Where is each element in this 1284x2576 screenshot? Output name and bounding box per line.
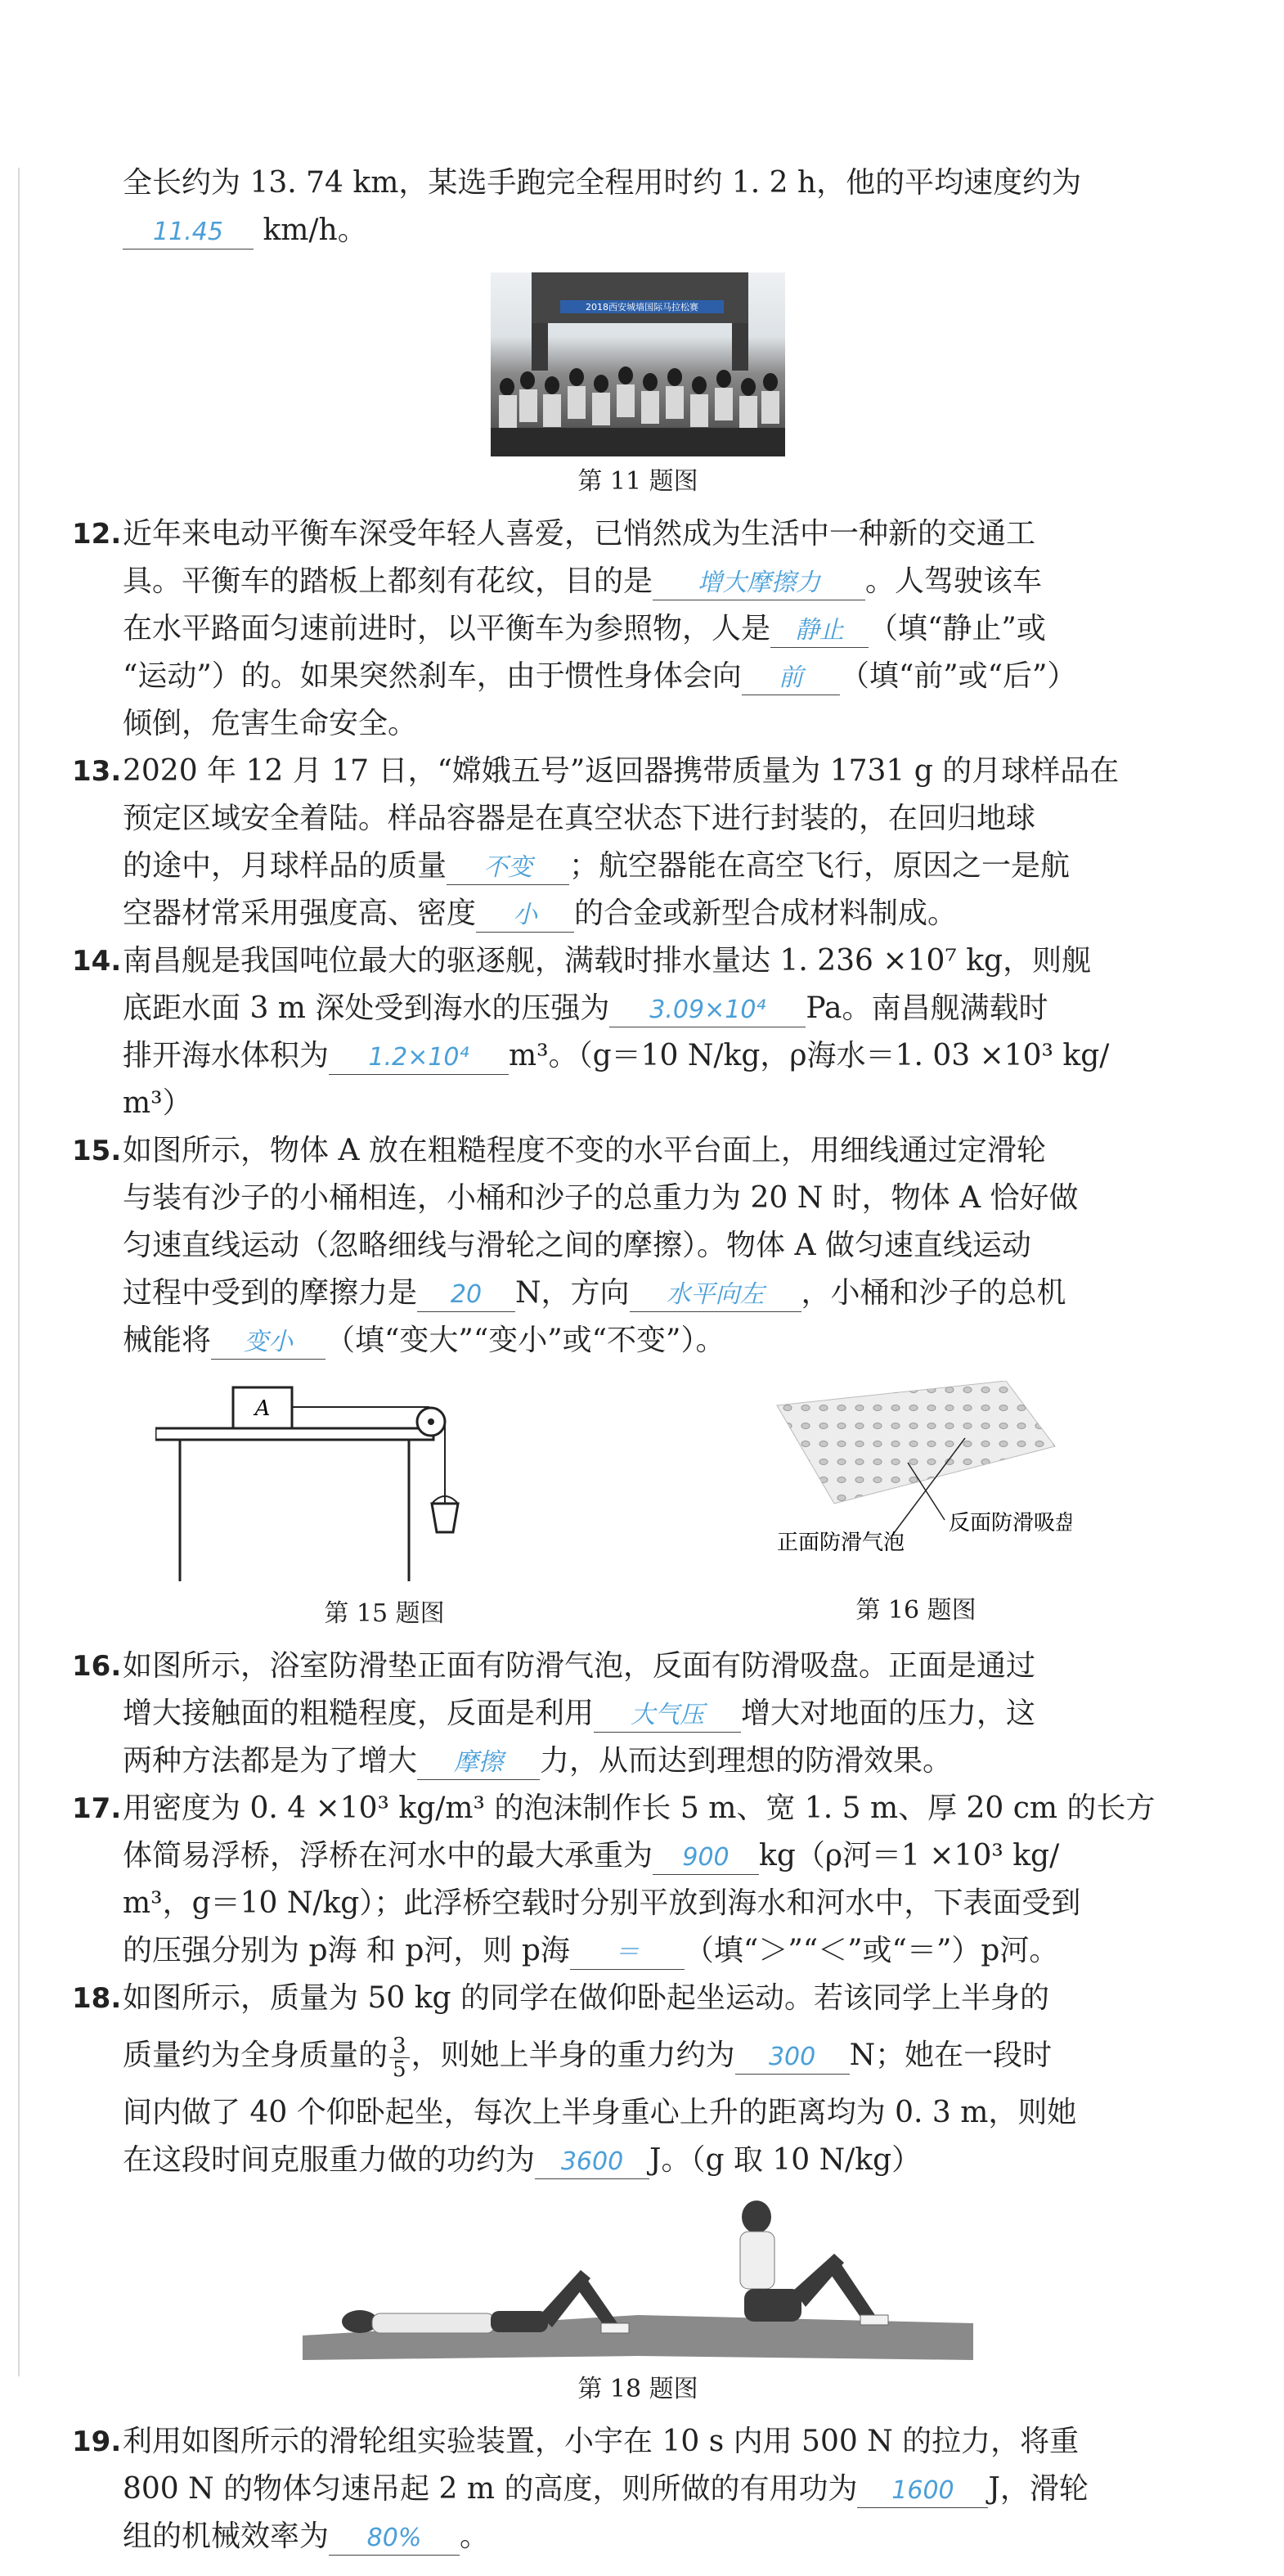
sand-bucket — [432, 1504, 458, 1532]
q14-answer-2: 1.2×10⁴ — [368, 1043, 469, 1072]
q12-text-4a: “运动”）的。如果突然刹车，由于惯性身体会向 — [123, 659, 742, 693]
q14-text-2b: Pa。南昌舰满载时 — [806, 991, 1048, 1025]
q12-line-5: 倾倒，危害生命安全。 — [123, 707, 418, 740]
question-17 — [72, 1785, 1156, 1975]
q12-line-4 — [123, 653, 1153, 700]
marathon-banner-text: 2018西安城墙国际马拉松赛 — [586, 302, 698, 312]
q16-text-3b: 力，从而达到理想的防滑效果。 — [540, 1744, 953, 1778]
q18-text-2b: ，则她上半身的重力约为 — [411, 2039, 735, 2072]
q15-line-3: 匀速直线运动（忽略细线与滑轮之间的摩擦）。物体 A 做匀速直线运动 — [123, 1229, 1031, 1262]
q11-unit: km/h。 — [263, 214, 367, 247]
marathon-photo — [491, 272, 785, 456]
q13-answer-2: 小 — [513, 901, 538, 929]
figures-15-16 — [123, 1381, 1153, 1643]
page-margin-line — [18, 168, 20, 2376]
q12-blank-1[interactable] — [653, 565, 865, 600]
question-15 — [72, 1127, 1153, 1364]
q15-blank-3[interactable] — [211, 1324, 325, 1360]
q14-line-4: m³） — [123, 1086, 192, 1120]
q17-line-3: m³，g＝10 N/kg）；此浮桥空载时分别平放到海水和河水中，下表面受到 — [123, 1886, 1081, 1920]
question-11 — [123, 160, 1153, 502]
q19-number: 19. — [72, 2425, 122, 2458]
q18-blank-1[interactable] — [735, 2039, 850, 2075]
q17-line-2 — [123, 1832, 1153, 1880]
q14-line-2 — [123, 985, 1153, 1032]
q11-answer-blank[interactable] — [123, 214, 254, 250]
q15-line-1: 如图所示，物体 A 放在粗糙程度不变的水平台面上，用细线通过定滑轮 — [123, 1134, 1046, 1167]
fraction-denominator: 5 — [393, 2057, 406, 2082]
q14-text-3a: 排开海水体积为 — [123, 1039, 330, 1072]
q17-blank-2[interactable] — [570, 1935, 685, 1970]
q12-blank-2[interactable] — [770, 613, 869, 648]
q18-answer-2: 3600 — [560, 2147, 624, 2176]
q12-line-2 — [123, 558, 1153, 605]
question-13 — [72, 748, 1153, 937]
q12-answer-2: 静止 — [795, 616, 845, 645]
q12-text-3a: 在水平路面匀速前进时，以平衡车为参照物，人是 — [123, 612, 771, 645]
q16-blank-1[interactable] — [594, 1697, 741, 1733]
q15-line-2: 与装有沙子的小桶相连，小桶和沙子的总重力为 20 N 时，物体 A 恰好做 — [123, 1181, 1079, 1215]
q12-answer-3: 前 — [778, 663, 803, 692]
q13-blank-2[interactable] — [476, 897, 574, 933]
q12-answer-1: 增大摩擦力 — [698, 569, 821, 597]
q18-line-4 — [123, 2137, 1153, 2184]
q11-line-1: 全长约为 13. 74 km，某选手跑完全程用时约 1. 2 h，他的平均速度约为 — [123, 166, 1082, 200]
q17-blank-1[interactable] — [653, 1840, 759, 1875]
q12-number: 12. — [72, 518, 122, 551]
q18-line-3: 间内做了 40 个仰卧起坐，每次上半身重心上升的距离均为 0. 3 m，则她 — [123, 2096, 1077, 2129]
q14-number: 14. — [72, 945, 122, 978]
back-suction-label: 反面防滑吸盘 — [949, 1511, 1071, 1535]
q18-text-4b: J。（g 取 10 N/kg） — [649, 2143, 922, 2177]
q17-text-2a: 体简易浮桥，浮桥在河水中的最大承重为 — [123, 1839, 653, 1872]
figure-18-caption: 第 18 题图 — [577, 2375, 698, 2403]
q18-text-2a: 质量约为全身质量的 — [123, 2039, 388, 2072]
q13-text-4b: 的合金或新型合成材料制成。 — [574, 897, 958, 930]
q15-answer-1: 20 — [450, 1280, 483, 1309]
question-18 — [72, 1975, 1153, 2410]
pulley-diagram — [155, 1381, 613, 1585]
q15-text-5b: （填“变大”“变小”或“不变”）。 — [325, 1324, 725, 1357]
question-19 — [72, 2418, 1153, 2560]
q14-text-2a: 底距水面 3 m 深处受到海水的压强为 — [123, 991, 610, 1025]
q16-text-2b: 增大对地面的压力，这 — [741, 1697, 1036, 1730]
q17-line-1: 用密度为 0. 4 ×10³ kg/m³ 的泡沫制作长 5 m、宽 1. 5 m、厚 20 cm 的长方 — [123, 1792, 1156, 1825]
anti-slip-mat-drawing — [761, 1381, 1071, 1553]
figure-18 — [123, 2192, 1153, 2364]
q16-text-3a: 两种方法都是为了增大 — [123, 1744, 418, 1778]
q19-blank-2[interactable] — [329, 2520, 460, 2556]
q12-text-4b: （填“前”或“后”） — [839, 659, 1077, 693]
q17-answer-1: 900 — [682, 1843, 730, 1872]
q15-blank-2[interactable] — [630, 1277, 801, 1312]
q15-blank-1[interactable] — [417, 1277, 515, 1312]
figure-16-caption: 第 16 题图 — [855, 1596, 976, 1625]
q19-answer-1: 1600 — [891, 2476, 954, 2505]
question-16 — [72, 1643, 1153, 1785]
q19-text-3b: 。 — [460, 2520, 490, 2553]
q12-blank-3[interactable] — [742, 660, 840, 695]
figure-11-caption: 第 11 题图 — [577, 467, 698, 496]
q13-text-4a: 空器材常采用强度高、密度 — [123, 897, 477, 930]
fraction-numerator: 3 — [389, 2034, 410, 2058]
q16-blank-2[interactable] — [417, 1745, 540, 1780]
q14-blank-1[interactable] — [609, 992, 806, 1027]
q16-text-2a: 增大接触面的粗糙程度，反面是利用 — [123, 1697, 595, 1730]
q15-line-4 — [123, 1270, 1153, 1317]
q17-answer-2: ＝ — [614, 1938, 640, 1967]
q12-line-1: 近年来电动平衡车深受年轻人喜爱，已悄然成为生活中一种新的交通工 — [123, 517, 1036, 551]
q15-text-4a: 过程中受到的摩擦力是 — [123, 1276, 418, 1310]
q15-answer-2: 水平向左 — [666, 1280, 765, 1309]
q14-line-3 — [123, 1032, 1153, 1080]
q19-text-3a: 组的机械效率为 — [123, 2520, 330, 2553]
q16-number: 16. — [72, 1650, 122, 1683]
figure-15 — [155, 1381, 613, 1643]
q13-line-2: 预定区域安全着陆。样品容器是在真空状态下进行封装的，在回归地球 — [123, 802, 1036, 835]
q13-answer-1: 不变 — [483, 853, 533, 882]
three-fifths-fraction — [389, 2034, 410, 2081]
question-14 — [72, 937, 1153, 1127]
q11-line-2 — [123, 207, 1153, 254]
q19-line-3 — [123, 2513, 1153, 2560]
q17-line-4 — [123, 1927, 1153, 1975]
q18-line-2 — [123, 2022, 1153, 2089]
q15-answer-3: 变小 — [244, 1328, 294, 1356]
q12-line-3 — [123, 605, 1153, 653]
q16-line-2 — [123, 1690, 1153, 1738]
q16-answer-2: 摩擦 — [454, 1748, 504, 1777]
q18-line-1: 如图所示，质量为 50 kg 的同学在做仰卧起坐运动。若该同学上半身的 — [123, 1981, 1049, 2015]
q12-text-3b: （填“静止”或 — [869, 612, 1046, 645]
q11-answer: 11.45 — [153, 218, 223, 246]
q19-blank-1[interactable] — [857, 2473, 988, 2508]
q13-text-3b: ；航空器能在高空飞行，原因之一是航 — [569, 849, 1071, 883]
q14-text-3b: m³。（g＝10 N/kg，ρ海水＝1. 03 ×10³ kg/ — [509, 1039, 1110, 1072]
q17-text-4b: （填“＞”“＜”或“＝”）p河。 — [684, 1934, 1059, 1967]
q15-text-4b: N，方向 — [515, 1276, 630, 1310]
q14-answer-1: 3.09×10⁴ — [649, 996, 766, 1024]
q13-line-1: 2020 年 12 月 17 日，“嫦娥五号”返回器携带质量为 1731 g 的月球样品在 — [123, 754, 1120, 788]
q17-text-4a: 的压强分别为 p海 和 p河，则 p海 — [123, 1934, 570, 1967]
figure-15-caption: 第 15 题图 — [324, 1599, 445, 1628]
q14-line-1: 南昌舰是我国吨位最大的驱逐舰，满载时排水量达 1. 236 ×10⁷ kg，则舰 — [123, 944, 1092, 978]
q17-number: 17. — [72, 1792, 122, 1825]
q19-text-2a: 800 N 的物体匀速吊起 2 m 的高度，则所做的有用功为 — [123, 2472, 858, 2506]
q13-line-4 — [123, 890, 1153, 937]
q13-number: 13. — [72, 755, 122, 788]
q14-blank-2[interactable] — [329, 1040, 509, 1075]
q16-line-3 — [123, 1738, 1153, 1785]
q12-text-2b: 。人驾驶该车 — [865, 564, 1043, 598]
q18-text-2c: N；她在一段时 — [849, 2039, 1053, 2072]
q15-line-5 — [123, 1317, 1153, 1364]
q13-text-3a: 的途中，月球样品的质量 — [123, 849, 447, 883]
q15-text-4c: ，小桶和沙子的总机 — [801, 1276, 1066, 1310]
marathon-photo-drawing — [491, 272, 785, 456]
q12-text-2a: 具。平衡车的踏板上都刻有花纹，目的是 — [123, 564, 653, 598]
q15-number: 15. — [72, 1135, 122, 1167]
front-bubble-label: 正面防滑气泡 — [777, 1531, 905, 1553]
q13-line-3 — [123, 843, 1153, 890]
q18-number: 18. — [72, 1982, 122, 2015]
q18-answer-1: 300 — [768, 2043, 816, 2071]
q19-answer-2: 80% — [366, 2524, 422, 2552]
q15-text-5a: 械能将 — [123, 1324, 212, 1357]
q18-text-4a: 在这段时间克服重力做的功约为 — [123, 2143, 536, 2177]
block-a-label: A — [254, 1396, 271, 1421]
q19-line-1: 利用如图所示的滑轮组实验装置，小宇在 10 s 内用 500 N 的拉力，将重 — [123, 2425, 1080, 2458]
q17-text-2b: kg（ρ河＝1 ×10³ kg/ — [759, 1839, 1060, 1872]
q19-text-2b: J，滑轮 — [988, 2472, 1089, 2506]
question-page — [72, 160, 1156, 2560]
q16-answer-1: 大气压 — [631, 1701, 705, 1729]
q13-blank-1[interactable] — [447, 850, 569, 885]
figure-16 — [761, 1381, 1071, 1643]
q16-line-1: 如图所示，浴室防滑垫正面有防滑气泡，反面有防滑吸盘。正面是通过 — [123, 1649, 1036, 1683]
question-12 — [72, 510, 1153, 748]
sit-up-drawing — [303, 2192, 973, 2364]
q18-blank-2[interactable] — [535, 2144, 649, 2179]
q19-line-2 — [123, 2466, 1153, 2513]
